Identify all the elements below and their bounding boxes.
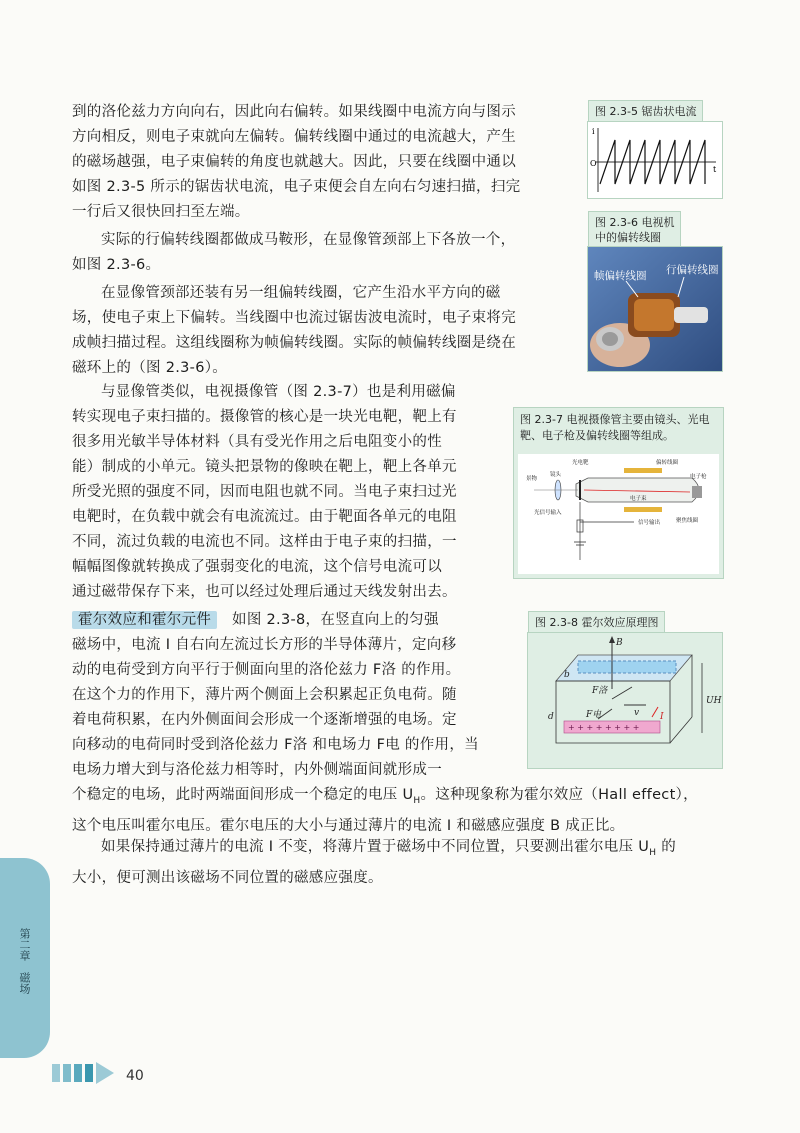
label-signal: 信号输出 xyxy=(638,520,661,526)
p4-line: 幅幅图像就转换成了强弱变化的电流，这个信号电流可以 xyxy=(72,559,442,575)
p4-line: 所受光照的强度不同，因而电阻也就不同。当电子束扫过光 xyxy=(72,484,457,500)
p1-line: 的磁场越强，电子束偏转的角度也就越大。因此，只要在线圈中通以 xyxy=(72,154,516,170)
figure-2-3-8 xyxy=(527,632,723,769)
label-v: v xyxy=(634,708,640,718)
label-UH: UH xyxy=(706,696,722,706)
p3-line: 磁环上的（图 2.3-6）。 xyxy=(72,360,228,376)
label-b: b xyxy=(564,670,570,680)
p1-line: 方向相反，则电子束就向左偏转。偏转线圈中通过的电流越大，产生 xyxy=(72,129,516,145)
caption-line: 图 2.3-6 电视机 xyxy=(595,216,675,229)
deflection-coil-photo xyxy=(588,247,722,371)
p5-line: 磁场中，电流 I 自右向左流过长方形的半导体薄片，定向移 xyxy=(72,637,457,653)
paragraph-6 xyxy=(72,835,676,891)
p5-line: 这个电压叫霍尔电压。霍尔电压的大小与通过薄片的电流 I 和磁感应强度 B 成正比。 xyxy=(72,817,625,834)
label-deflect: 偏转线圈 xyxy=(656,460,679,466)
p5-line: 电场力增大到与洛伦兹力相等时，内外侧端面间就形成一 xyxy=(72,762,442,778)
label-lens: 镜头 xyxy=(550,472,562,478)
p5-line: 向移动的电荷同时受到洛伦兹力 F洛 和电场力 F电 的作用，当 xyxy=(72,737,479,753)
p6-line: 大小，便可测出该磁场不同位置的磁感应强度。 xyxy=(72,869,383,886)
p2-line: 实际的行偏转线圈都做成马鞍形，在显像管颈部上下各放一个， xyxy=(101,232,516,248)
figure-2-3-6 xyxy=(587,246,723,372)
p6-rest: 的 xyxy=(656,839,677,855)
p1-line: 一行后又很快回扫至左端。 xyxy=(72,204,250,220)
p5-wide-rest: 。这种现象称为霍尔效应（Hall effect）， xyxy=(420,787,698,803)
p4-line: 电靶时，在负载中就会有电流流过。由于靶面各单元的电阻 xyxy=(72,509,457,525)
chapter-label: 第二章 磁场 xyxy=(18,928,31,994)
p4-line: 不同，流过负载的电流也不同。这样由于电子束的扫描，一 xyxy=(72,534,457,550)
p3-line: 成帧扫描过程。这组线圈称为帧偏转线圈。实际的帧偏转线圈是绕在 xyxy=(72,335,516,351)
paragraph-4 xyxy=(72,380,457,605)
label-d: d xyxy=(548,712,554,722)
p4-line: 转实现电子束扫描的。摄像管的核心是一块光电靶，靶上有 xyxy=(72,409,457,425)
label-plate: 光信号输入 xyxy=(534,510,562,516)
p2-line: 如图 2.3-6。 xyxy=(72,257,161,273)
p5-line: 在这个力的作用下，薄片两个侧面上会积累起正负电荷。随 xyxy=(72,687,457,703)
p6-line xyxy=(72,835,676,866)
frame-coil-label: 帧偏转线圈 xyxy=(594,270,647,282)
figure-2-3-5-caption: 图 2.3-5 锯齿状电流 xyxy=(588,100,703,123)
sawtooth-graph xyxy=(588,122,722,198)
footer-arrow-icon xyxy=(52,1058,124,1088)
p4-line: 与显像管类似，电视摄像管（图 2.3-7）也是利用磁偏 xyxy=(101,384,456,400)
paragraph-2 xyxy=(72,228,515,278)
p5-line xyxy=(72,783,698,814)
p5-first-rest: 如图 2.3-8，在竖直向上的匀强 xyxy=(232,612,439,628)
p4-line: 通过磁带保存下来，也可以经过处理后通过天线发射出去。 xyxy=(72,584,457,600)
subscript: H xyxy=(413,795,421,806)
figure-2-3-7 xyxy=(513,407,724,579)
label-beam: 电子束 xyxy=(630,496,647,502)
camera-tube-diagram xyxy=(514,450,723,578)
figure-2-3-8-caption: 图 2.3-8 霍尔效应原理图 xyxy=(528,611,665,634)
page-number: 40 xyxy=(126,1068,144,1084)
label-scene: 景物 xyxy=(526,476,538,482)
paragraph-1 xyxy=(72,100,520,225)
label-I: I xyxy=(660,712,664,722)
p5-line: 动的电荷受到方向平行于侧面向里的洛伦兹力 F洛 的作用。 xyxy=(72,662,461,678)
hall-effect-diagram xyxy=(528,633,722,768)
caption-line: 中的偏转线圈 xyxy=(595,231,661,244)
label-F-lorentz: F洛 xyxy=(592,686,608,696)
plus-charges: + + + + + + + + xyxy=(568,723,640,732)
figure-2-3-7-caption: 图 2.3-7 电视摄像管主要由镜头、光电靶、电子枪及偏转线圈等组成。 xyxy=(520,413,710,442)
axis-i-label: i xyxy=(592,127,595,136)
label-focus: 聚焦线圈 xyxy=(676,518,699,524)
paragraph-3 xyxy=(72,281,516,381)
p4-line: 能）制成的小单元。镜头把景物的像映在靶上，靶上各单元 xyxy=(72,459,457,475)
p5-line: 着电荷积累，在内外侧面间会形成一个逐渐增强的电场。定 xyxy=(72,712,457,728)
subscript: H xyxy=(649,847,657,858)
label-gun: 电子枪 xyxy=(690,474,707,480)
section-keyword: 霍尔效应和霍尔元件 xyxy=(72,611,217,629)
label-F-electric: F电 xyxy=(586,710,602,720)
p5-wide-text: 个稳定的电场，此时两端面间形成一个稳定的电压 U xyxy=(72,787,414,803)
axis-t-label: t xyxy=(713,165,717,174)
row-coil-label: 行偏转线圈 xyxy=(666,264,719,276)
p3-line: 场，使电子束上下偏转。当线圈中也流过锯齿波电流时，电子束将完 xyxy=(72,310,516,326)
p1-line: 到的洛伦兹力方向向右，因此向右偏转。如果线圈中电流方向与图示 xyxy=(72,104,516,120)
figure-2-3-6-caption xyxy=(588,211,681,249)
label-target: 光电靶 xyxy=(572,460,589,466)
axis-origin-label: O xyxy=(590,159,597,168)
label-B: B xyxy=(616,638,623,648)
p1-line: 如图 2.3-5 所示的锯齿状电流，电子束便会自左向右匀速扫描，扫完 xyxy=(72,179,521,195)
p6-text: 如果保持通过薄片的电流 I 不变，将薄片置于磁场中不同位置，只要测出霍尔电压 U xyxy=(101,839,650,855)
p4-line: 很多用光敏半导体材料（具有受光作用之后电阻变小的性 xyxy=(72,434,442,450)
figure-2-3-5 xyxy=(587,121,723,199)
p3-line: 在显像管颈部还装有另一组偏转线圈，它产生沿水平方向的磁 xyxy=(101,285,501,301)
